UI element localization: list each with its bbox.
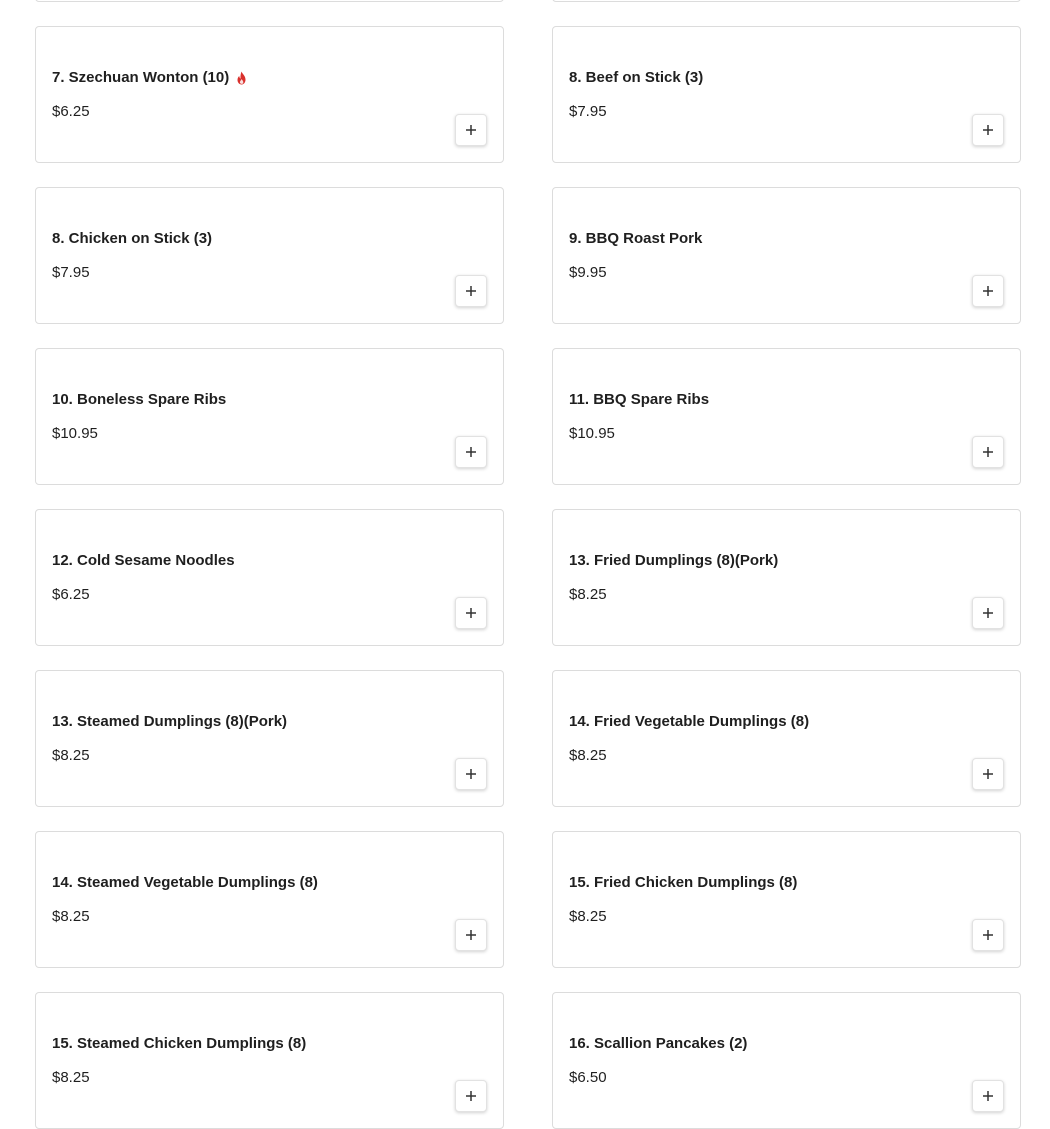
add-to-cart-button[interactable] xyxy=(972,275,1004,307)
plus-icon xyxy=(982,1090,994,1102)
add-to-cart-button[interactable] xyxy=(455,758,487,790)
menu-item-price: $6.25 xyxy=(52,103,90,120)
menu-item-price: $6.50 xyxy=(569,1069,607,1086)
menu-item-price: $6.25 xyxy=(52,586,90,603)
menu-item-card[interactable] xyxy=(552,26,1021,163)
menu-item-name[interactable]: 10. Boneless Spare Ribs xyxy=(52,391,227,408)
menu-item-card[interactable] xyxy=(552,992,1021,1129)
menu-item-price: $10.95 xyxy=(569,425,615,442)
menu-item-name[interactable]: 7. Szechuan Wonton (10) xyxy=(52,69,230,86)
plus-icon xyxy=(982,285,994,297)
menu-item-card[interactable] xyxy=(552,0,1021,2)
menu-item-price: $7.95 xyxy=(52,264,90,281)
menu-item-card[interactable] xyxy=(35,831,504,968)
menu-item-name-row xyxy=(569,874,797,891)
add-to-cart-button[interactable] xyxy=(972,919,1004,951)
menu-item-card[interactable] xyxy=(35,509,504,646)
plus-icon xyxy=(982,446,994,458)
menu-item-name[interactable]: 14. Fried Vegetable Dumplings (8) xyxy=(569,713,810,730)
menu-item-name[interactable]: 13. Fried Dumplings (8)(Pork) xyxy=(569,552,779,569)
add-to-cart-button[interactable] xyxy=(455,114,487,146)
add-to-cart-button[interactable] xyxy=(972,758,1004,790)
menu-item-card[interactable] xyxy=(35,348,504,485)
plus-icon xyxy=(465,1090,477,1102)
menu-item-name-row xyxy=(52,69,248,86)
menu-item-price: $8.25 xyxy=(52,1069,90,1086)
menu-item-price: $7.95 xyxy=(569,103,607,120)
menu-item-price: $8.25 xyxy=(569,908,607,925)
menu-item-card[interactable] xyxy=(552,348,1021,485)
add-to-cart-button[interactable] xyxy=(455,275,487,307)
flame-icon xyxy=(235,71,248,85)
menu-item-name-row xyxy=(52,230,212,247)
menu-item-name-row xyxy=(569,391,709,408)
menu-item-name-row xyxy=(569,69,703,86)
add-to-cart-button[interactable] xyxy=(455,436,487,468)
plus-icon xyxy=(465,446,477,458)
menu-item-card[interactable] xyxy=(35,670,504,807)
menu-item-name[interactable]: 13. Steamed Dumplings (8)(Pork) xyxy=(52,713,288,730)
menu-item-price: $8.25 xyxy=(569,586,607,603)
menu-item-card[interactable] xyxy=(35,0,504,2)
add-to-cart-button[interactable] xyxy=(972,436,1004,468)
menu-item-name[interactable]: 14. Steamed Vegetable Dumplings (8) xyxy=(52,874,318,891)
menu-item-name[interactable]: 8. Chicken on Stick (3) xyxy=(52,230,213,247)
menu-item-name-row xyxy=(52,552,235,569)
menu-item-price: $8.25 xyxy=(52,908,90,925)
menu-item-price: $9.95 xyxy=(569,264,607,281)
menu-item-name-row xyxy=(569,713,809,730)
menu-item-name[interactable]: 12. Cold Sesame Noodles xyxy=(52,552,235,569)
menu-item-card[interactable] xyxy=(552,670,1021,807)
menu-item-price: $8.25 xyxy=(569,747,607,764)
menu-item-name-row xyxy=(52,713,287,730)
menu-item-name[interactable]: 16. Scallion Pancakes (2) xyxy=(569,1035,748,1052)
plus-icon xyxy=(465,768,477,780)
menu-item-name[interactable]: 8. Beef on Stick (3) xyxy=(569,69,704,86)
menu-item-name-row xyxy=(52,1035,306,1052)
menu-item-name-row xyxy=(52,391,226,408)
menu-item-card[interactable] xyxy=(35,187,504,324)
menu-item-name-row xyxy=(569,1035,747,1052)
add-to-cart-button[interactable] xyxy=(455,1080,487,1112)
plus-icon xyxy=(982,929,994,941)
menu-item-name[interactable]: 11. BBQ Spare Ribs xyxy=(569,391,710,408)
menu-item-price: $10.95 xyxy=(52,425,98,442)
menu-item-price: $8.25 xyxy=(52,747,90,764)
add-to-cart-button[interactable] xyxy=(972,1080,1004,1112)
plus-icon xyxy=(465,929,477,941)
menu-item-card[interactable] xyxy=(35,26,504,163)
add-to-cart-button[interactable] xyxy=(455,919,487,951)
menu-item-name[interactable]: 15. Fried Chicken Dumplings (8) xyxy=(569,874,798,891)
menu-item-card[interactable] xyxy=(552,831,1021,968)
menu-item-card[interactable] xyxy=(552,187,1021,324)
plus-icon xyxy=(982,768,994,780)
menu-item-grid xyxy=(35,0,1021,1129)
add-to-cart-button[interactable] xyxy=(972,114,1004,146)
plus-icon xyxy=(982,124,994,136)
menu-item-name-row xyxy=(569,552,778,569)
menu-item-name[interactable]: 15. Steamed Chicken Dumplings (8) xyxy=(52,1035,307,1052)
menu-item-name[interactable]: 9. BBQ Roast Pork xyxy=(569,230,703,247)
add-to-cart-button[interactable] xyxy=(972,597,1004,629)
menu-item-card[interactable] xyxy=(35,992,504,1129)
plus-icon xyxy=(465,285,477,297)
plus-icon xyxy=(982,607,994,619)
add-to-cart-button[interactable] xyxy=(455,597,487,629)
menu-item-card[interactable] xyxy=(552,509,1021,646)
plus-icon xyxy=(465,607,477,619)
plus-icon xyxy=(465,124,477,136)
menu-item-name-row xyxy=(569,230,702,247)
menu-item-name-row xyxy=(52,874,318,891)
